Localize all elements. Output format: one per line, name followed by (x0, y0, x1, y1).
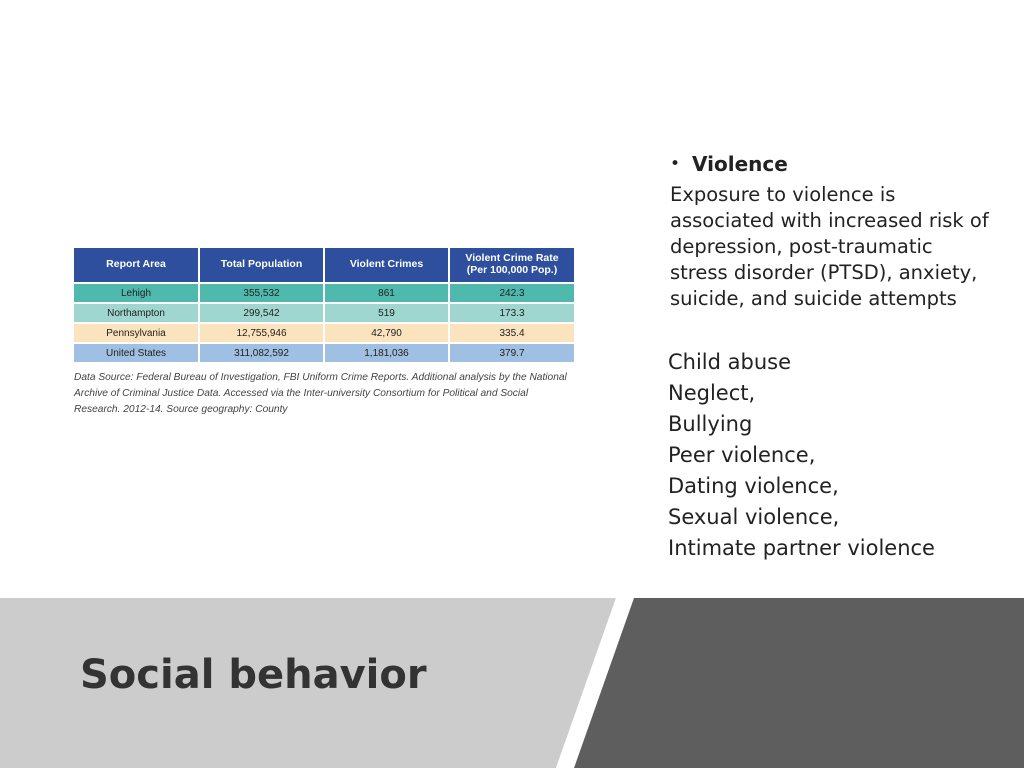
cell-rate: 173.3 (449, 303, 574, 323)
header-violent-crime-rate (449, 248, 574, 283)
crime-table-figure (74, 248, 574, 418)
cell-population: 355,532 (199, 283, 324, 303)
list-item: Bullying (668, 412, 753, 436)
cell-population: 311,082,592 (199, 343, 324, 362)
list-item: Dating violence, (668, 474, 839, 498)
bullet-heading: Violence (692, 152, 788, 176)
table-source-note: Data Source: Federal Bureau of Investigation, FBI Uniform Crime Reports. Additional analysis by the National Archive of Criminal Justice Data. Accessed via the Inter-university Consortium for Political and Social Research. 2012-14. Source geography: County (74, 372, 567, 415)
cell-area: United States (74, 343, 199, 362)
table-row (74, 303, 574, 323)
cell-crimes: 519 (324, 303, 449, 323)
table-row (74, 343, 574, 362)
list-item: Peer violence, (668, 443, 816, 467)
cell-rate: 379.7 (449, 343, 574, 362)
cell-area: Lehigh (74, 283, 199, 303)
cell-crimes: 42,790 (324, 323, 449, 343)
cell-rate: 242.3 (449, 283, 574, 303)
cell-population: 299,542 (199, 303, 324, 323)
cell-rate: 335.4 (449, 323, 574, 343)
list-item: Sexual violence, (668, 505, 840, 529)
header-total-population: Total Population (199, 248, 324, 283)
cell-population: 12,755,946 (199, 323, 324, 343)
bullet-heading-row (670, 152, 990, 176)
list-item: Intimate partner violence (668, 536, 935, 560)
section-title: Social behavior (80, 652, 427, 698)
table-header-row (74, 248, 574, 283)
violence-types-list (668, 347, 998, 564)
table-row (74, 283, 574, 303)
bullet-text: Exposure to violence is associated with increased risk of depression, post-traumatic stress disorder (PTSD), anxiety, suicide, and suicide attempts (670, 183, 989, 310)
list-item: Neglect, (668, 381, 756, 405)
list-item: Child abuse (668, 350, 792, 374)
cell-crimes: 861 (324, 283, 449, 303)
crime-table (74, 248, 574, 362)
bullet-dot-icon: • (670, 154, 681, 174)
header-rate-label: Violent Crime Rate (465, 252, 559, 265)
header-report-area: Report Area (74, 248, 199, 283)
header-violent-crimes: Violent Crimes (324, 248, 449, 283)
header-rate-unit: (Per 100,000 Pop.) (466, 264, 558, 276)
violence-bullet (670, 152, 990, 312)
cell-area: Pennsylvania (74, 323, 199, 343)
cell-area: Northampton (74, 303, 199, 323)
cell-crimes: 1,181,036 (324, 343, 449, 362)
table-row (74, 323, 574, 343)
footer-band-right (574, 598, 1024, 768)
